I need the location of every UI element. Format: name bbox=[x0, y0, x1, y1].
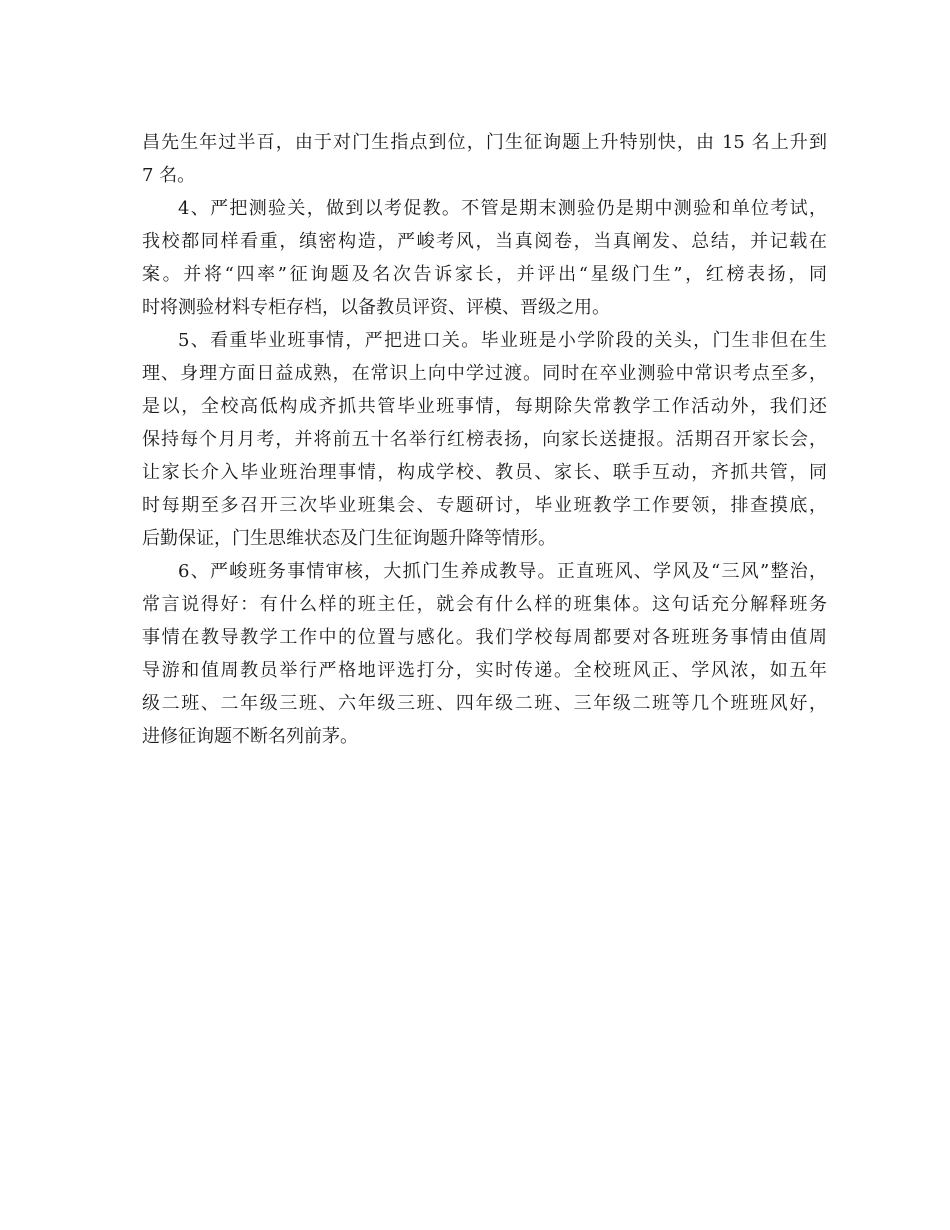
paragraph-line: 5、看重毕业班事情，严把进口关。毕业班是小学阶段的关头，门生非但在生 bbox=[178, 330, 827, 351]
paragraph-line: 事情在教导教学工作中的位置与感化。我们学校每周都要对各班班务事情由值周 bbox=[142, 627, 827, 648]
paragraph-2 bbox=[142, 192, 827, 324]
paragraph-line: 时每期至多召开三次毕业班集会、专题研讨，毕业班教学工作要领，排查摸底， bbox=[142, 495, 827, 516]
paragraph-line: 昌先生年过半百，由于对门生指点到位，门生征询题上升特别快，由 15 名上升到 bbox=[142, 132, 827, 153]
paragraph-3 bbox=[142, 324, 827, 555]
paragraph-line: 4、严把测验关，做到以考促教。不管是期末测验仍是期中测验和单位考试， bbox=[178, 198, 827, 219]
paragraph-line: 是以，全校高低构成齐抓共管毕业班事情，每期除失常教学工作活动外，我们还 bbox=[142, 396, 827, 417]
paragraph-line: 进修征询题不断名列前茅。 bbox=[142, 726, 358, 747]
paragraph-line: 常言说得好：有什么样的班主任，就会有什么样的班集体。这句话充分解释班务 bbox=[142, 594, 827, 615]
paragraph-line: 7 名。 bbox=[142, 165, 196, 186]
paragraph-line: 级二班、二年级三班、六年级三班、四年级二班、三年级二班等几个班班风好， bbox=[142, 693, 827, 714]
paragraph-line: 案。并将“四率”征询题及名次告诉家长，并评出“星级门生”，红榜表扬，同 bbox=[142, 264, 827, 285]
paragraph-line: 后勤保证，门生思维状态及门生征询题升降等情形。 bbox=[142, 528, 556, 549]
paragraph-1 bbox=[142, 126, 827, 192]
paragraph-line: 保持每个月月考，并将前五十名举行红榜表扬，向家长送捷报。活期召开家长会， bbox=[142, 429, 827, 450]
paragraph-line: 理、身理方面日益成熟，在常识上向中学过渡。同时在卒业测验中常识考点至多， bbox=[142, 363, 827, 384]
paragraph-line: 6、严峻班务事情审核，大抓门生养成教导。正直班风、学风及“三风”整治， bbox=[178, 561, 827, 582]
paragraph-4 bbox=[142, 555, 827, 753]
paragraph-line: 让家长介入毕业班治理事情，构成学校、教员、家长、联手互动，齐抓共管，同 bbox=[142, 462, 827, 483]
paragraph-line: 导游和值周教员举行严格地评选打分，实时传递。全校班风正、学风浓，如五年 bbox=[142, 660, 827, 681]
paragraph-line: 我校都同样看重，缜密构造，严峻考风，当真阅卷，当真阐发、总结，并记载在 bbox=[142, 231, 827, 252]
document-body bbox=[142, 126, 827, 753]
paragraph-line: 时将测验材料专柜存档，以备教员评资、评模、晋级之用。 bbox=[142, 297, 610, 318]
